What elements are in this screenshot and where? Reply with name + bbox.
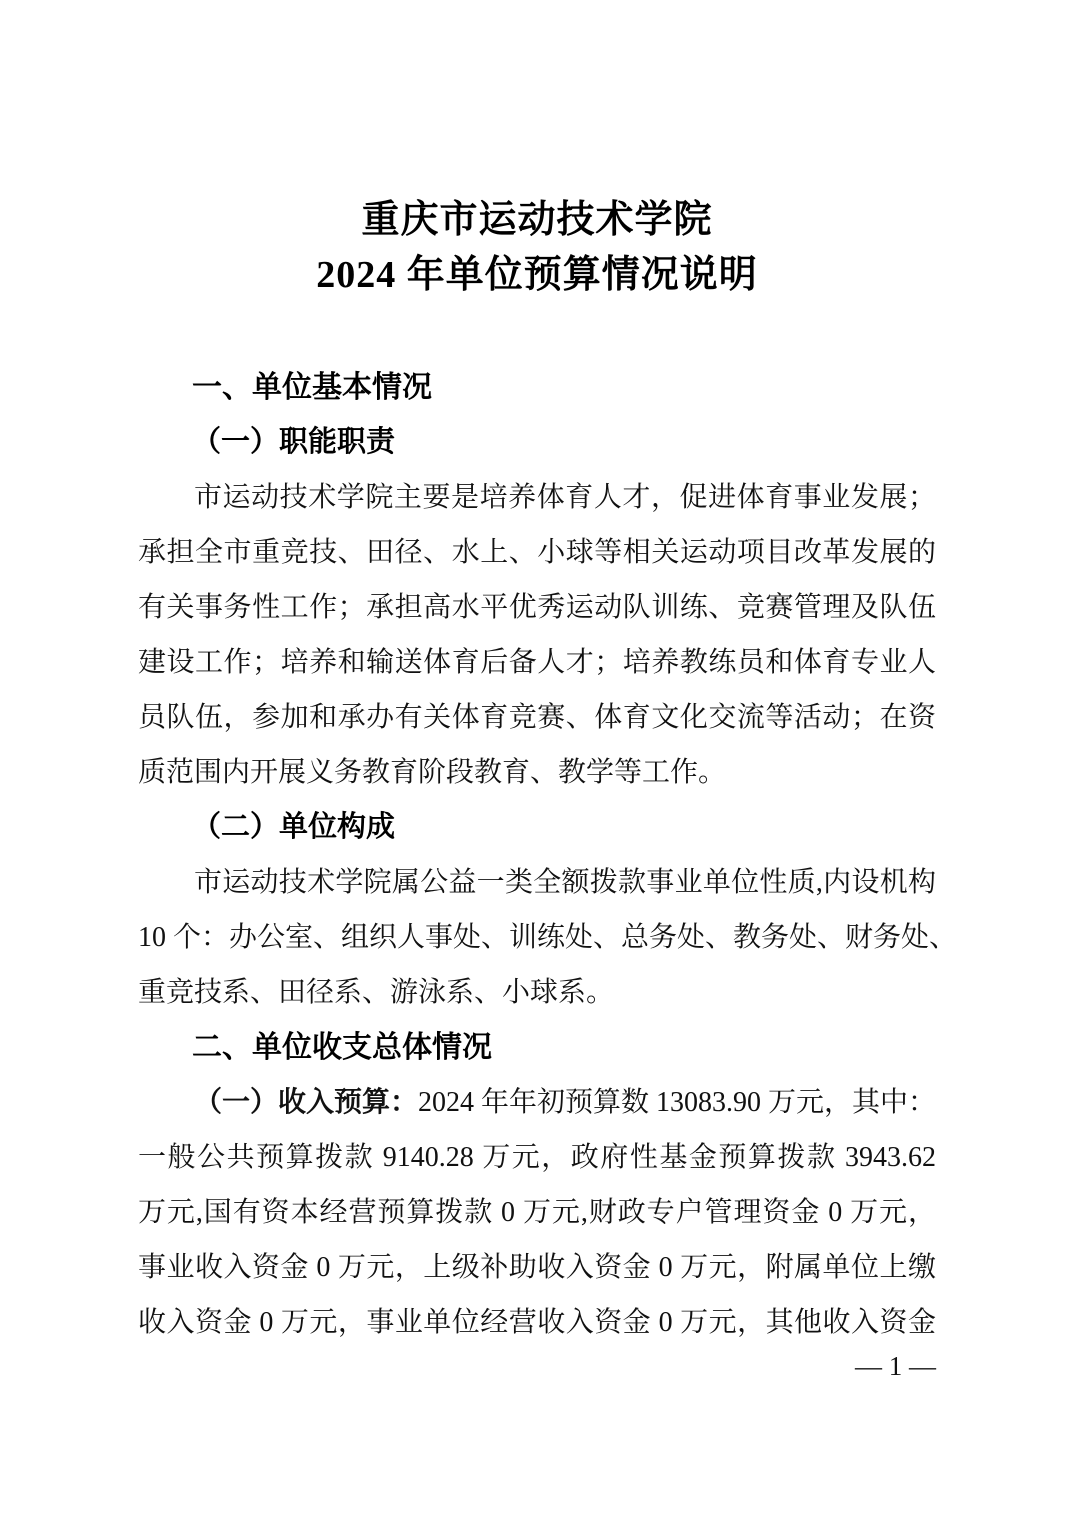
paragraph-line: 事业收入资金 0 万元，上级补助收入资金 0 万元，附属单位上缴 xyxy=(138,1252,936,1283)
paragraph-line xyxy=(138,1075,936,1130)
paragraph-line: 市运动技术学院主要是培养体育人才，促进体育事业发展； xyxy=(194,482,936,513)
document-title-line-1: 重庆市运动技术学院 xyxy=(361,199,713,241)
paragraph-line: 10 个：办公室、组织人事处、训练处、总务处、教务处、财务处、 xyxy=(138,922,958,953)
paragraph-line: 重竞技系、田径系、游泳系、小球系。 xyxy=(138,977,615,1008)
document-title-line-2: 2024 年单位预算情况说明 xyxy=(316,254,758,296)
section-1-sub-2-heading: （二）单位构成 xyxy=(192,811,396,843)
document-title xyxy=(138,193,936,303)
paragraph-line: 承担全市重竞技、田径、水上、小球等相关运动项目改革发展的 xyxy=(138,537,936,568)
section-1-sub-1-heading: （一）职能职责 xyxy=(192,426,396,458)
income-budget-line-rest: 2024 年年初预算数 13083.90 万元，其中： xyxy=(418,1087,937,1118)
document-body xyxy=(138,360,958,1350)
income-budget-lead: （一）收入预算： xyxy=(194,1087,419,1118)
paragraph-line: 收入资金 0 万元，事业单位经营收入资金 0 万元，其他收入资金 xyxy=(138,1307,936,1338)
paragraph-line: 万元,国有资本经营预算拨款 0 万元,财政专户管理资金 0 万元， xyxy=(138,1197,936,1228)
paragraph-line: 建设工作；培养和输送体育后备人才；培养教练员和体育专业人 xyxy=(138,647,936,678)
section-1-heading: 一、单位基本情况 xyxy=(192,371,432,404)
paragraph-line: 市运动技术学院属公益一类全额拨款事业单位性质,内设机构 xyxy=(194,867,936,898)
paragraph-line: 质范围内开展义务教育阶段教育、教学等工作。 xyxy=(138,757,727,788)
paragraph-line: 有关事务性工作；承担高水平优秀运动队训练、竞赛管理及队伍 xyxy=(138,592,936,623)
paragraph-line: 一般公共预算拨款 9140.28 万元，政府性基金预算拨款 3943.62 xyxy=(138,1142,936,1173)
page-number: — 1 — xyxy=(855,1351,936,1381)
section-2-heading: 二、单位收支总体情况 xyxy=(192,1031,492,1064)
paragraph-line: 员队伍，参加和承办有关体育竞赛、体育文化交流等活动；在资 xyxy=(138,702,936,733)
